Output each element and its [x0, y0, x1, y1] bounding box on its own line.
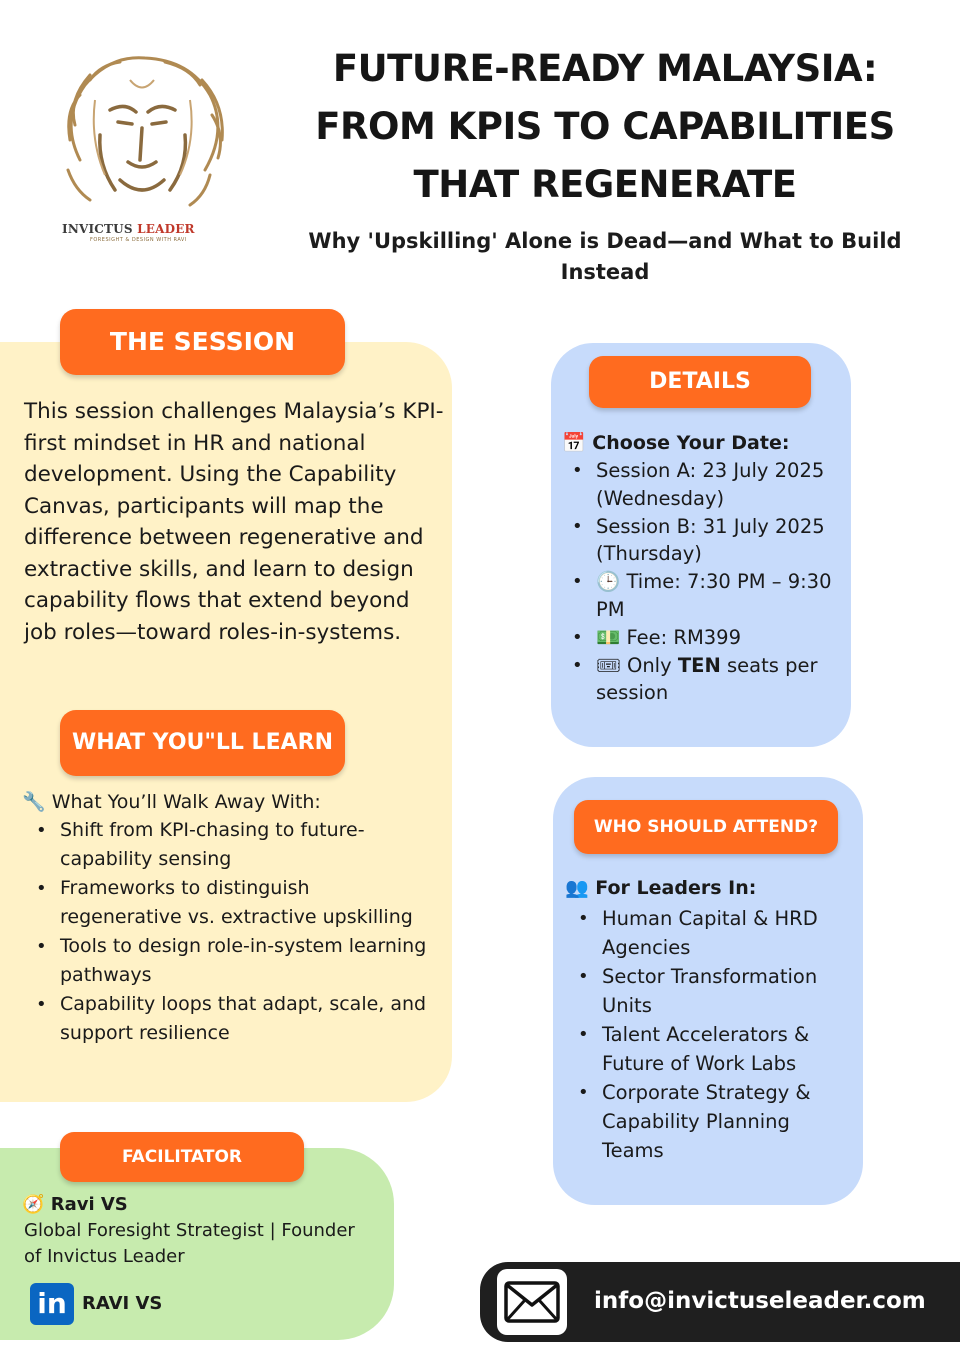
who-heading-badge: WHO SHOULD ATTEND? [574, 800, 838, 854]
fee-item [570, 624, 840, 652]
email-link[interactable]: info@invictuseleader.com [594, 1288, 926, 1314]
lion-logo-icon [40, 40, 240, 240]
leaders-heading-text: For Leaders In: [595, 877, 757, 899]
time-item [570, 568, 840, 624]
invictus-leader-logo [40, 40, 240, 255]
calendar-icon: 📅 [562, 432, 586, 454]
title-line-3: THAT REGENERATE [413, 163, 797, 206]
leaders-heading [565, 874, 756, 902]
session-heading-badge: THE SESSION [60, 309, 345, 375]
learn-heading [22, 788, 321, 816]
list-item: • Human Capital & HRD Agencies [576, 904, 856, 962]
ticket-icon: 🎟 [596, 653, 621, 677]
facilitator-role: Global Foresight Strategist | Founder of Invictus Leader [24, 1220, 355, 1267]
learn-heading-text: What You’ll Walk Away With: [51, 791, 321, 813]
wrench-icon: 🔧 [22, 791, 46, 813]
logo-word-leader: LEADER [137, 222, 195, 236]
facilitator-name [22, 1192, 128, 1218]
fee-text: Fee: RM399 [626, 625, 741, 649]
title-line-1: FUTURE-READY MALAYSIA: [332, 47, 878, 90]
title-line-2: FROM KPIS TO CAPABILITIES [315, 105, 895, 148]
mail-icon-box [497, 1269, 567, 1335]
time-text: Time: 7:30 PM – 9:30 PM [596, 570, 832, 621]
clock-icon: 🕒 [596, 570, 621, 594]
logo-tagline: FORESIGHT & DESIGN WITH RAVI [90, 237, 187, 243]
who-list [576, 904, 856, 1165]
seats-count: TEN [677, 653, 721, 677]
envelope-icon [504, 1281, 560, 1323]
learn-heading-badge: WHAT YOU"LL LEARN [60, 710, 345, 776]
list-item: • Shift from KPI-chasing to future-capability sensing [22, 816, 432, 874]
compass-icon: 🧭 [22, 1194, 45, 1215]
facilitator-heading-badge: FACILITATOR [60, 1132, 304, 1182]
list-item: • Tools to design role-in-system learning pathways [22, 932, 432, 990]
details-list [570, 457, 840, 707]
seats-text-post: seats per session [596, 653, 818, 705]
page-subtitle: Why 'Upskilling' Alone is Dead—and What to Build Instead [308, 229, 902, 284]
list-item: • Capability loops that adapt, scale, and support resilience [22, 990, 432, 1048]
page-title [290, 40, 920, 214]
logo-wordmark [62, 222, 195, 236]
seats-text-pre: Only [626, 653, 672, 677]
list-item: • Sector Transformation Units [576, 962, 856, 1020]
choose-date-heading [562, 429, 789, 457]
money-icon: 💵 [596, 625, 621, 649]
session-a-item: • Session A: 23 July 2025 (Wednesday) [570, 457, 840, 513]
session-b-item: • Session B: 31 July 2025 (Thursday) [570, 513, 840, 569]
logo-word-invictus: INVICTUS [62, 222, 133, 236]
facilitator-name-text: Ravi VS [50, 1194, 128, 1215]
choose-date-text: Choose Your Date: [592, 432, 790, 454]
people-icon: 👥 [565, 877, 589, 899]
linkedin-name-link[interactable]: RAVI VS [82, 1293, 163, 1314]
list-item: • Corporate Strategy & Capability Planning Teams [576, 1078, 856, 1165]
learn-list [22, 816, 432, 1048]
list-item: • Frameworks to distinguish regenerative vs. extractive upskilling [22, 874, 432, 932]
details-heading-badge: DETAILS [589, 356, 811, 408]
linkedin-icon[interactable]: in [30, 1283, 74, 1325]
list-item: • Talent Accelerators & Future of Work Labs [576, 1020, 856, 1078]
seats-item [570, 652, 840, 708]
session-description: This session challenges Malaysia’s KPI-first mindset in HR and national development. Using the Capability Canvas, participants will map the difference between regenerative and extractive skills, and learn to design capability flows that extend beyond job roles—toward roles-in-systems. [24, 399, 444, 645]
